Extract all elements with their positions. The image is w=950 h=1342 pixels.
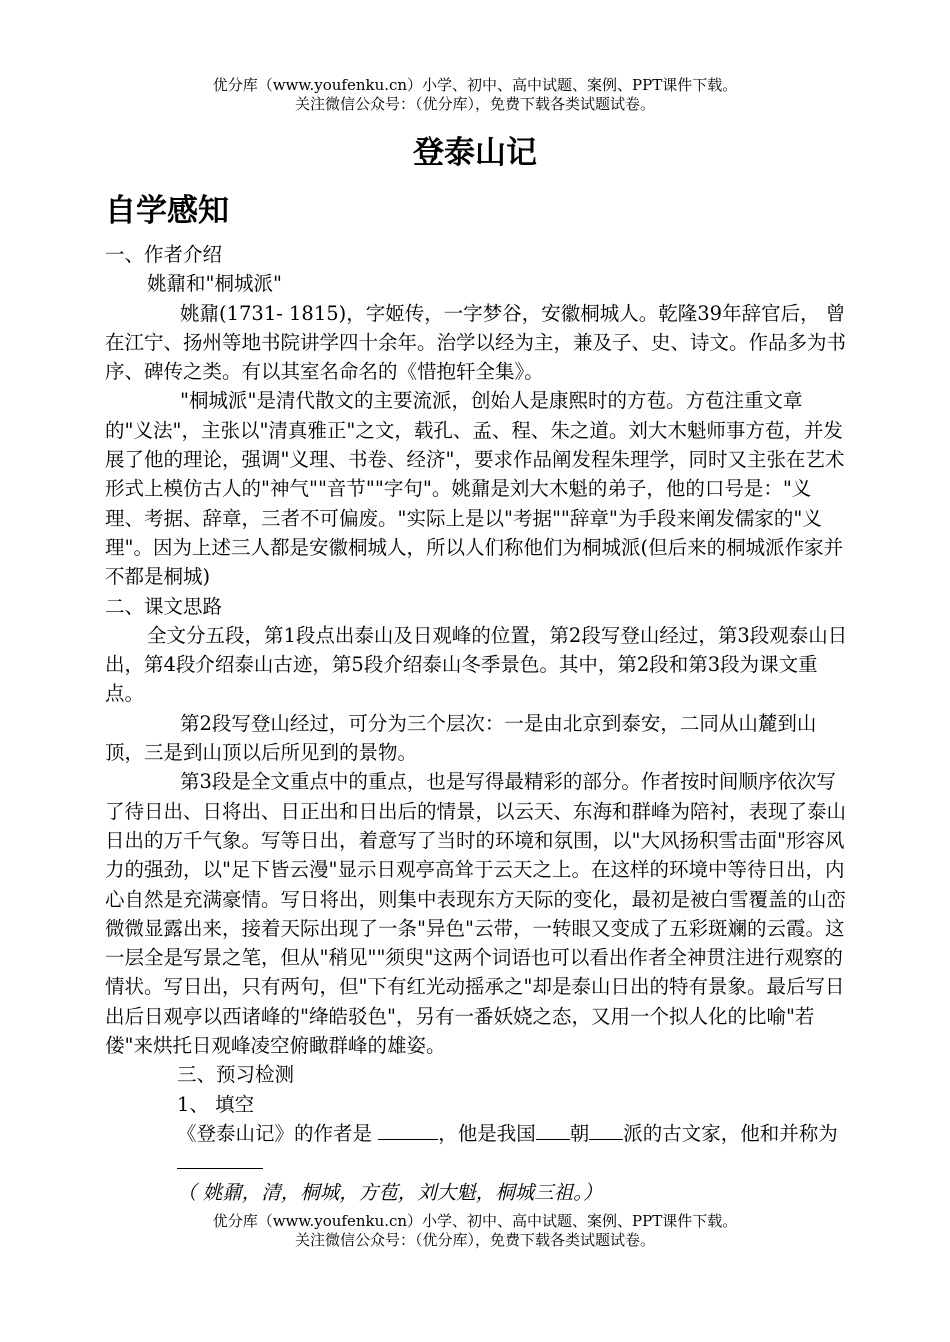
part2-paragraph-2: 第2段写登山经过，可分为三个层次：一是由北京到泰安，二同从山麓到山顶，三是到山顶以后所见到的景物。 [105, 711, 817, 765]
fill-blank-school[interactable] [589, 1119, 623, 1140]
fill-blank-author[interactable] [378, 1119, 438, 1140]
header-line-1: 优分库（www.youfenku.cn）小学、初中、高中试题、案例、PPT课件下载。 [212, 76, 738, 94]
part1-heading: 一、作者介绍 [105, 243, 223, 266]
part3-heading: 三、预习检测 [177, 1063, 295, 1087]
page-header [0, 76, 950, 114]
part2-paragraph-1: 全文分五段，第1段点出泰山及日观峰的位置，第2段写登山经过，第3段观泰山日出，第4段介绍泰山古迹，第5段介绍泰山冬季景色。其中，第2段和第3段为课文重点。 [105, 623, 848, 706]
footer-line-2: 关注微信公众号：（优分库），免费下载各类试题试卷。 [294, 1231, 655, 1249]
part1-subheading: 姚鼐和"桐城派" [147, 272, 282, 296]
part1-paragraph-1: 姚鼐(1731- 1815)，字姬传，一字梦谷，安徽桐城人。乾隆39年辞官后， 曾在江宁、扬州等地书院讲学四十余年。治学以经为主，兼及子、史、诗文。作品多为书序、碑传之类。有以其室名命名的《惜抱轩全集》。 [105, 301, 847, 384]
question-1-answer: （ 姚鼐，清，桐城，方苞，刘大魁，桐城三祖。） [177, 1180, 603, 1204]
question-1-segment-3: 朝 [569, 1121, 590, 1145]
part1-paragraph-2: "桐城派"是清代散文的主要流派，创始人是康熙时的方苞。方苞注重文章的"义法"，主张以"清真雅正"之文，载孔、孟、程、朱之道。刘大木魁师事方苞，并发展了他的理论，强调"义理、书卷、经济"，要求作品阐发程朱理学，同时又主张在艺术形式上模仿古人的"神气""音节""字句"。姚鼐是刘大木魁的弟子，他的口号是："义理、考据、辞章，三者不可偏废。"实际上是以"考据""辞章"为手段来阐发儒家的"义理"。因为上述三人都是安徽桐城人，所以人们称他们为桐城派(但后来的桐城派作家并不都是桐城) [105, 389, 845, 589]
question-1-segment-2: ，他是我国 [438, 1121, 536, 1145]
question-1-text [105, 1119, 850, 1178]
question-1-segment-1: 《登泰山记》的作者是 [177, 1121, 379, 1145]
footer-line-1: 优分库（www.youfenku.cn）小学、初中、高中试题、案例、PPT课件下载。 [212, 1212, 738, 1230]
question-1-segment-4: 派的古文家，他和并称为 [623, 1121, 838, 1145]
document-body [105, 240, 850, 1207]
fill-blank-dynasty[interactable] [536, 1119, 570, 1140]
page-footer [0, 1212, 950, 1250]
part2-paragraph-3: 第3段是全文重点中的重点，也是写得最精彩的部分。作者按时间顺序依次写了待日出、日将出、日正出和日出后的情景，以云天、东海和群峰为陪衬，表现了泰山日出的万千气象。写等日出，着意写了当时的环境和氛围，以"大风扬积雪击面"形容风力的强劲，以"足下皆云漫"显示日观亭高耸于云天之上。在这样的环境中等待日出，内心自然是充满豪情。写日将出，则集中表现东方天际的变化，最初是被白雪覆盖的山峦微微显露出来，接着天际出现了一条"异色"云带，一转眼又变成了五彩斑斓的云霞。这一层全是写景之笔，但从"稍见""须臾"这两个词语也可以看出作者全神贯注进行观察的情状。写日出，只有两句，但"下有红光动摇承之"却是泰山日出的特有景象。最后写日出后日观亭以西诸峰的"绛皓驳色"，另有一番妖娆之态，又用一个拟人化的比喻"若偻"来烘托日观峰凌空俯瞰群峰的雄姿。 [105, 770, 847, 1058]
header-line-2: 关注微信公众号：（优分库），免费下载各类试题试卷。 [294, 95, 655, 113]
page-title: 登泰山记 [413, 135, 537, 171]
part2-heading: 二、课文思路 [105, 594, 223, 618]
section-title: 自学感知 [105, 193, 229, 229]
question-1-heading: 1、 填空 [177, 1092, 255, 1116]
fill-blank-group[interactable] [177, 1148, 263, 1169]
